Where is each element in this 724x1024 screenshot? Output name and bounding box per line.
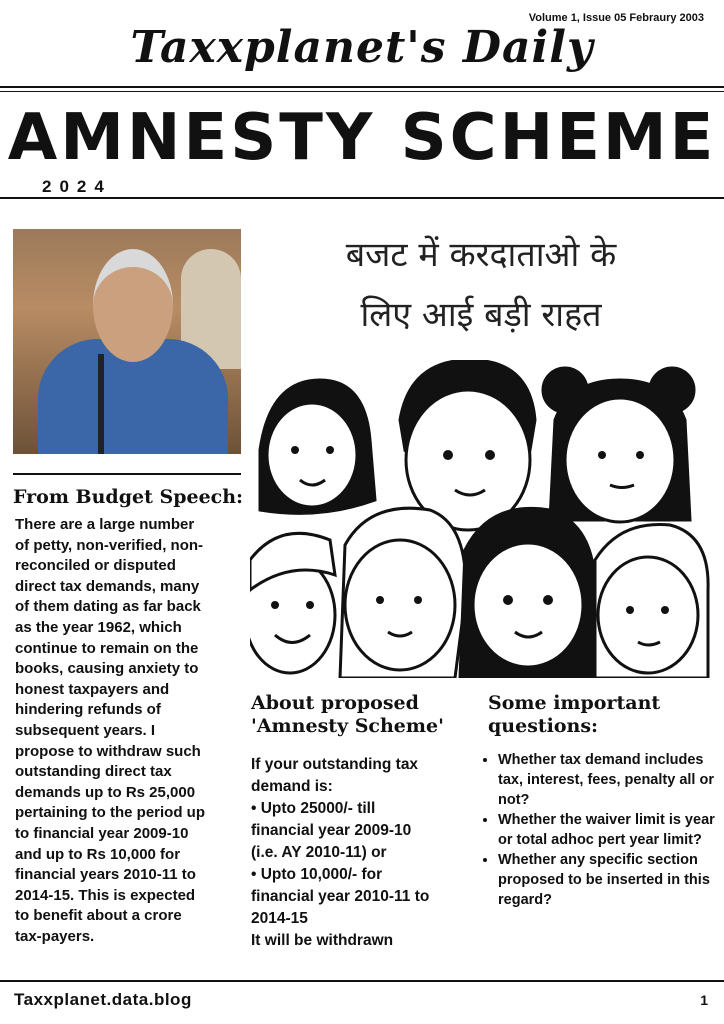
text-line: tax-payers.	[15, 927, 95, 945]
text-line: There are a large number	[15, 516, 195, 533]
title-line: Some important	[488, 692, 661, 714]
footer-site-link[interactable]: Taxxplanet.data.blog	[14, 990, 192, 1009]
questions-list	[482, 750, 724, 910]
title-line: About proposed	[251, 692, 419, 714]
text-line: of them dating as far back	[15, 598, 201, 616]
hindi-headline	[250, 225, 712, 345]
text-line: 2014-15. This is expected	[15, 886, 196, 904]
text-line: books, causing anxiety to	[15, 660, 199, 678]
text-line: • Upto 10,000/- for	[251, 866, 383, 883]
question-item: • Whether any specific section proposed to be inserted in this regard?	[498, 850, 724, 910]
title-line: 'Amnesty Scheme'	[251, 714, 444, 737]
headline-year: 2024	[42, 177, 112, 196]
photo-head	[93, 249, 173, 362]
title-line: questions:	[488, 714, 599, 737]
newspaper-masthead: Taxxplanet's Daily	[130, 22, 594, 73]
text-line: to benefit about a crore	[15, 907, 182, 925]
text-line: If your outstanding tax	[251, 756, 419, 773]
text-line: (i.e. AY 2010-11) or	[251, 844, 387, 861]
text-line: continue to remain on the	[15, 639, 199, 657]
text-line: demands up to Rs 25,000	[15, 783, 196, 801]
text-line: hindering refunds of	[15, 701, 161, 719]
text-line: outstanding direct tax	[15, 763, 172, 781]
text-line: as the year 1962, which	[15, 618, 182, 636]
budget-speech-text	[15, 515, 245, 947]
left-column-divider	[13, 473, 241, 475]
text-line: reconciled or disputed	[15, 557, 176, 575]
amnesty-scheme-text	[251, 754, 476, 952]
taxpayers-illustration	[250, 360, 710, 678]
text-line: 2014-15	[251, 910, 308, 927]
headline-divider	[0, 197, 724, 199]
text-line: pertaining to the period up	[15, 804, 205, 822]
finance-minister-photo	[13, 229, 241, 454]
text-line: financial year 2009-10	[251, 822, 412, 839]
text-line: propose to withdraw such	[15, 742, 201, 760]
text-line: and up to Rs 10,000 for	[15, 845, 181, 863]
text-line: to financial year 2009-10	[15, 824, 189, 842]
text-line: of petty, non-verified, non-	[15, 536, 204, 554]
amnesty-scheme-title	[251, 692, 471, 738]
questions-title	[488, 692, 718, 738]
issue-info: Volume 1, Issue 05 Febraury 2003	[528, 12, 704, 24]
text-line: It will be withdrawn	[251, 932, 394, 949]
page-title: AMNESTY SCHEME	[7, 101, 717, 175]
page-number: 1	[700, 992, 708, 1008]
hindi-line: लिए आई बड़ी राहत	[360, 295, 602, 335]
photo-microphone	[98, 354, 104, 454]
text-line: financial years 2010-11 to	[15, 866, 196, 884]
masthead-divider	[0, 86, 724, 88]
text-line: direct tax demands, many	[15, 577, 200, 595]
masthead-divider-thin	[0, 91, 724, 92]
question-item: • Whether tax demand includes tax, interest, fees, penalty all or not?	[498, 750, 724, 810]
text-line: financial year 2010-11 to	[251, 888, 430, 905]
budget-speech-title: From Budget Speech:	[13, 486, 244, 508]
hindi-line: बजट में करदाताओ के	[345, 235, 617, 275]
text-line: subsequent years. I	[15, 721, 156, 739]
text-line: demand is:	[251, 778, 333, 795]
footer-divider	[0, 980, 724, 982]
text-line: • Upto 25000/- till	[251, 800, 376, 817]
text-line: honest taxpayers and	[15, 680, 170, 698]
question-item: • Whether the waiver limit is year or total adhoc pert year limit?	[498, 810, 724, 850]
